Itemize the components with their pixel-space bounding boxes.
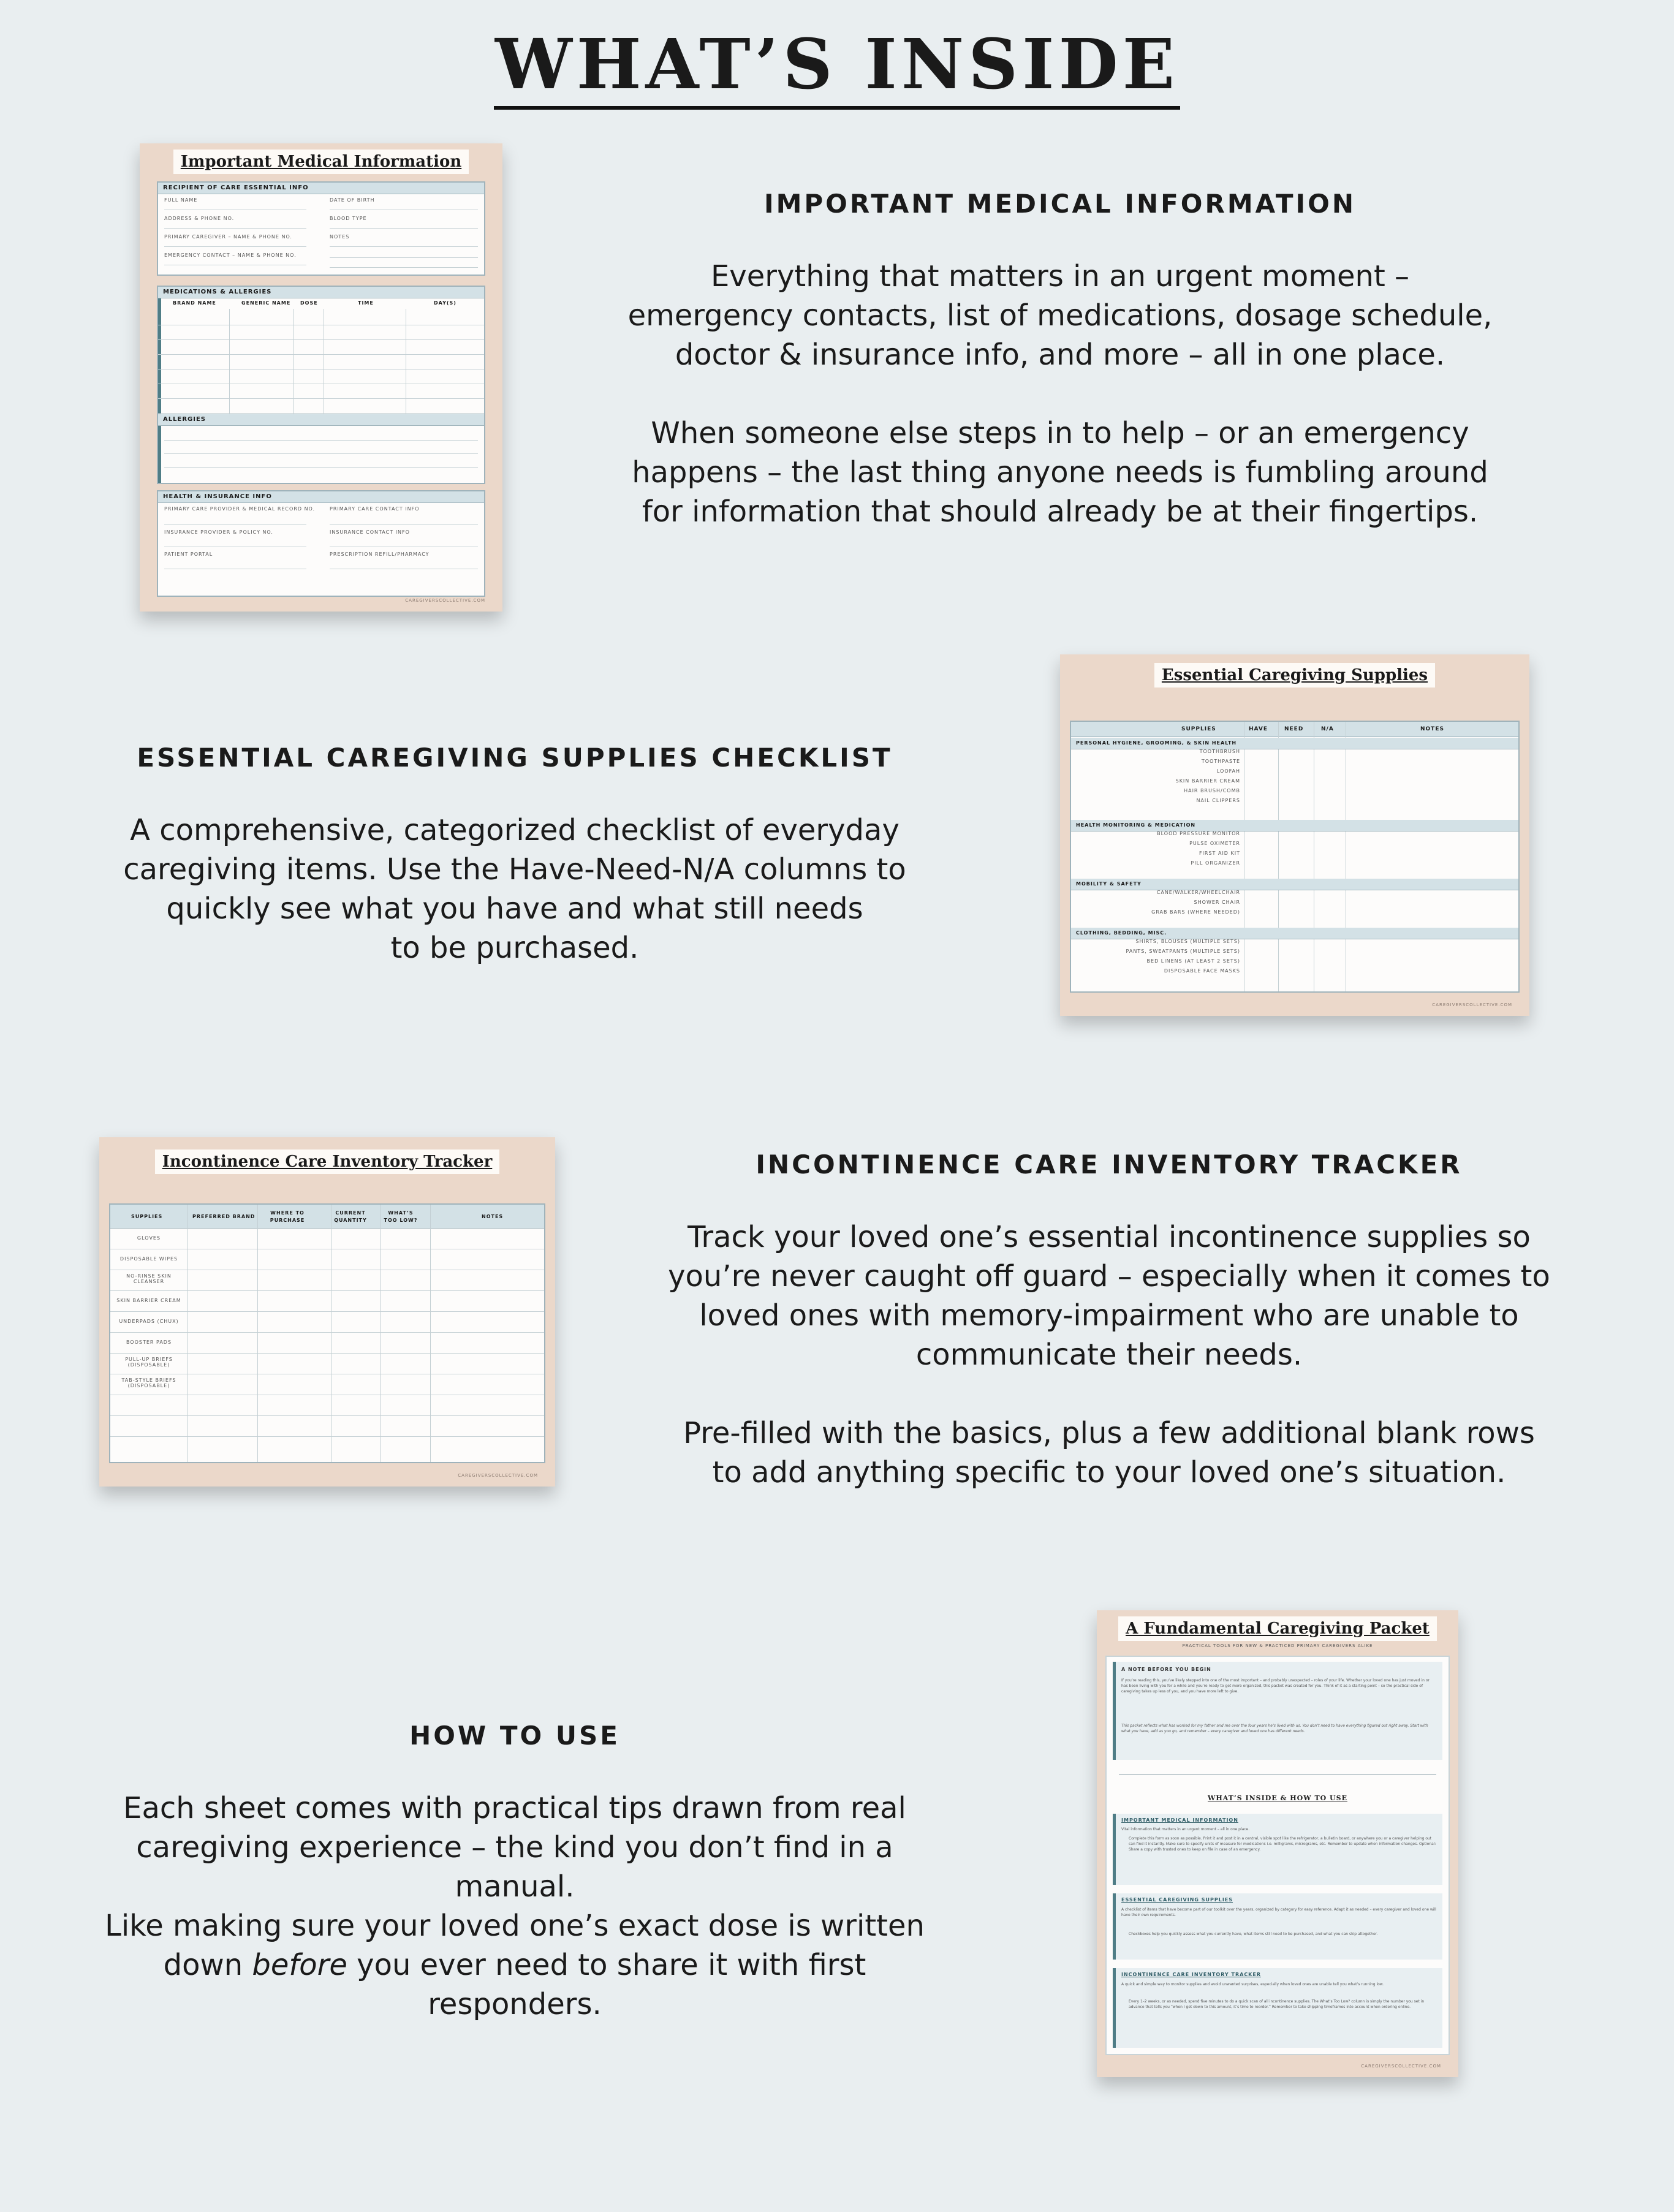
- description-line: Everything that matters in an urgent moment –: [710, 259, 1410, 294]
- supply-item: BOOSTER PADS: [126, 1339, 172, 1345]
- supply-item: PILL ORGANIZER: [1191, 860, 1240, 866]
- supply-item: FIRST AID KIT: [1199, 850, 1240, 856]
- supply-item: TOOTHBRUSH: [1199, 749, 1240, 754]
- insurance-panel: [157, 490, 485, 597]
- supply-item: TOOTHPASTE: [1201, 759, 1240, 764]
- description-line: When someone else steps in to help – or an emergency: [651, 416, 1469, 450]
- section-heading: INCONTINENCE CARE INVENTORY TRACKER: [756, 1150, 1463, 1180]
- field-label: INSURANCE PROVIDER & POLICY NO.: [164, 529, 273, 535]
- description-line: communicate their needs.: [915, 1338, 1303, 1372]
- field-label: BLOOD TYPE: [330, 216, 367, 221]
- supply-item: PULSE OXIMETER: [1189, 841, 1240, 846]
- thumbnail-title: Incontinence Care Inventory Tracker: [155, 1150, 500, 1174]
- supplies-thumbnail: [1060, 654, 1529, 1016]
- description-line: caregiving items. Use the Have-Need-N/A columns to: [123, 852, 906, 887]
- category-header: HEALTH MONITORING & MEDICATION: [1071, 820, 1518, 831]
- description-line: Track your loved one’s essential incontinence supplies so: [687, 1220, 1531, 1254]
- block-body: Vital information that matters in an urgent moment – all in one place.: [1121, 1827, 1250, 1831]
- supply-item: NAIL CLIPPERS: [1196, 798, 1240, 803]
- thumbnail-footer: CAREGIVERSCOLLECTIVE.COM: [458, 1473, 538, 1478]
- column-header: SUPPLIES: [1181, 726, 1216, 732]
- packet-body: [1105, 1656, 1450, 2055]
- supply-item: BED LINENS (AT LEAST 2 SETS): [1146, 958, 1240, 964]
- section-header: HEALTH & INSURANCE INFO: [158, 491, 484, 503]
- field-label: DATE OF BIRTH: [330, 197, 375, 203]
- column-header: DAY(S): [434, 300, 456, 306]
- description-line: emergency contacts, list of medications, dosage schedule,: [627, 298, 1493, 333]
- thumbnail-title: A Fundamental Caregiving Packet: [1118, 1616, 1437, 1641]
- section-header: MEDICATIONS & ALLERGIES: [158, 287, 484, 298]
- field-label: PRIMARY CARE CONTACT INFO: [330, 506, 420, 512]
- field-label: PRIMARY CAREGIVER – NAME & PHONE NO.: [164, 234, 292, 240]
- supply-item: PANTS, SWEATPANTS (MULTIPLE SETS): [1126, 949, 1240, 954]
- field-label: PATIENT PORTAL: [164, 551, 213, 557]
- how-to-use-section: [74, 1721, 956, 2024]
- block-tip: Complete this form as soon as possible. Print it and post it in a central, visible spot like the refrigerator, a bulletin board, or anywhere you or a caregiver helping out can find it instantly. Make sure to specify units of measure for medications i.e. milligrams, micrograms, etc. Remember to update when information changes. Optional: Share a copy with trusted ones to keep on file in case of an emergency.: [1129, 1836, 1436, 1852]
- description-line: to be purchased.: [390, 931, 639, 965]
- column-header: GENERIC NAME: [241, 300, 291, 306]
- field-label: EMERGENCY CONTACT – NAME & PHONE NO.: [164, 252, 297, 258]
- category-header: CLOTHING, BEDDING, MISC.: [1071, 928, 1518, 939]
- supply-item: PULL-UP BRIEFS (DISPOSABLE): [125, 1357, 173, 1368]
- description-line: for information that should already be at their fingertips.: [642, 494, 1479, 529]
- column-header: HAVE: [1249, 726, 1268, 732]
- column-header: PREFERRED BRAND: [192, 1214, 256, 1219]
- supply-item: SKIN BARRIER CREAM: [1175, 778, 1240, 784]
- block-tip: Every 1–2 weeks, or as needed, spend five minutes to do a quick scan of all incontinence supplies. The What’s Too Low? column is simply the number you set in advance that tells you “when I get down to this amount, it’s time to reorder.” Remember to take shipping timeframes into account when ordering online.: [1129, 1999, 1425, 2009]
- column-header: TIME: [358, 300, 374, 306]
- thumbnail-footer: CAREGIVERSCOLLECTIVE.COM: [1432, 1002, 1512, 1007]
- column-header: BRAND NAME: [173, 300, 216, 306]
- inside-heading: WHAT’S INSIDE & HOW TO USE: [1208, 1794, 1347, 1802]
- supply-item: GRAB BARS (WHERE NEEDED): [1151, 909, 1240, 915]
- supply-item: SKIN BARRIER CREAM: [116, 1298, 181, 1303]
- description-line: Each sheet comes with practical tips drawn from real: [123, 1791, 906, 1825]
- description-line: doctor & insurance info, and more – all in one place.: [675, 338, 1445, 372]
- medications-panel: [157, 286, 485, 484]
- column-header: NEED: [1284, 726, 1304, 732]
- section-header: RECIPIENT OF CARE ESSENTIAL INFO: [158, 183, 484, 194]
- thumbnail-footer: CAREGIVERSCOLLECTIVE.COM: [1361, 2064, 1441, 2069]
- note-heading: A NOTE BEFORE YOU BEGIN: [1121, 1667, 1211, 1672]
- column-header: WHERE TO PURCHASE: [270, 1210, 305, 1223]
- supply-item: CANE/WALKER/WHEELCHAIR: [1156, 890, 1240, 895]
- supply-item: HAIR BRUSH/COMB: [1184, 788, 1240, 794]
- supplies-section: [74, 743, 956, 968]
- page-title: WHAT’S INSIDE: [0, 25, 1674, 105]
- field-label: INSURANCE CONTACT INFO: [330, 529, 410, 535]
- supply-item: NO-RINSE SKIN CLEANSER: [126, 1273, 172, 1284]
- column-header: DOSE: [300, 300, 318, 306]
- description-line: down before you ever need to share it with first responders.: [163, 1948, 866, 2021]
- field-label: PRESCRIPTION REFILL/PHARMACY: [330, 551, 430, 557]
- field-label: ADDRESS & PHONE NO.: [164, 216, 235, 221]
- description-line: Like making sure your loved one’s exact dose is written: [105, 1909, 925, 1943]
- incontinence-section: [668, 1150, 1550, 1492]
- description-line: caregiving experience – the kind you don’t find in a manual.: [136, 1830, 893, 1904]
- category-header: PERSONAL HYGIENE, GROOMING, & SKIN HEALTH: [1071, 738, 1518, 749]
- packet-thumbnail: [1097, 1610, 1458, 2077]
- block-body: A checklist of items that have become part of our toolkit over the years, organized by category for easy reference. Adapt it as needed – every caregiver and loved one will have their own requirements.: [1121, 1907, 1436, 1917]
- thumbnail-subtitle: PRACTICAL TOOLS FOR NEW & PRACTICED PRIMARY CAREGIVERS ALIKE: [1182, 1643, 1373, 1648]
- block-heading: ESSENTIAL CAREGIVING SUPPLIES: [1121, 1897, 1233, 1903]
- description-line: Pre-filled with the basics, plus a few additional blank rows: [683, 1416, 1535, 1450]
- column-header: CURRENT QUANTITY: [334, 1210, 367, 1223]
- inventory-table: [109, 1203, 545, 1463]
- block-heading: INCONTINENCE CARE INVENTORY TRACKER: [1121, 1972, 1262, 1977]
- column-header: NOTES: [1420, 726, 1444, 732]
- note-body: This packet reflects what has worked for my father and me over the four years he’s lived with us. You don’t need to have everything figured out right away. Start with what you have, add as you go, and remember – every caregiver and loved one has different needs.: [1121, 1724, 1428, 1733]
- note-body: If you’re reading this, you’ve likely stepped into one of the most important – and probably unexpected – roles of your life. Whether your loved one has just moved in or has been living with you for a while and you’re ready to get more organized, this packet was created for you. Think of it as a starting point – so the practical side of caregiving takes up less of you, and you have more left to give.: [1121, 1678, 1430, 1694]
- medical-section: [619, 189, 1501, 531]
- column-header: NOTES: [482, 1214, 504, 1219]
- field-label: NOTES: [330, 234, 350, 240]
- section-header: ALLERGIES: [158, 414, 484, 426]
- description-line: you’re never caught off guard – especially when it comes to: [668, 1259, 1550, 1293]
- thumbnail-footer: CAREGIVERSCOLLECTIVE.COM: [405, 598, 485, 603]
- field-label: FULL NAME: [164, 197, 198, 203]
- supply-item: UNDERPADS (CHUX): [119, 1319, 179, 1324]
- recipient-info-panel: [157, 181, 485, 276]
- thumbnail-title: Essential Caregiving Supplies: [1154, 663, 1435, 687]
- section-heading: IMPORTANT MEDICAL INFORMATION: [763, 189, 1357, 219]
- section-heading: HOW TO USE: [409, 1721, 620, 1751]
- column-header: SUPPLIES: [131, 1214, 163, 1219]
- supply-item: GLOVES: [137, 1235, 161, 1241]
- description-line: to add anything specific to your loved one’s situation.: [712, 1455, 1506, 1490]
- category-header: MOBILITY & SAFETY: [1071, 879, 1518, 890]
- supply-item: SHOWER CHAIR: [1194, 900, 1240, 905]
- block-tip: Checkboxes help you quickly assess what you currently have, what items still need to be purchased, and what you can skip altogether.: [1129, 1932, 1378, 1936]
- section-heading: ESSENTIAL CAREGIVING SUPPLIES CHECKLIST: [137, 743, 893, 773]
- block-heading: IMPORTANT MEDICAL INFORMATION: [1121, 1817, 1238, 1823]
- block-body: A quick and simple way to monitor supplies and avoid unwanted surprises, especially when loved ones are unable tell you what’s running low.: [1121, 1982, 1384, 1987]
- description-line: happens – the last thing anyone needs is fumbling around: [632, 455, 1488, 490]
- medical-info-thumbnail: [140, 143, 502, 612]
- column-header: N/A: [1321, 726, 1334, 732]
- supply-item: BLOOD PRESSURE MONITOR: [1157, 831, 1240, 836]
- supply-item: TAB-STYLE BRIEFS (DISPOSABLE): [121, 1377, 176, 1388]
- column-header: WHAT’S TOO LOW?: [384, 1210, 418, 1223]
- description-line: quickly see what you have and what still needs: [166, 892, 863, 926]
- supply-item: LOOFAH: [1216, 768, 1240, 774]
- supply-item: DISPOSABLE FACE MASKS: [1164, 968, 1240, 974]
- field-label: PRIMARY CARE PROVIDER & MEDICAL RECORD NO.: [164, 506, 316, 512]
- description-line: A comprehensive, categorized checklist of everyday: [130, 813, 899, 847]
- thumbnail-title: Important Medical Information: [173, 150, 469, 174]
- supply-item: SHIRTS, BLOUSES (MULTIPLE SETS): [1135, 939, 1240, 944]
- supply-item: DISPOSABLE WIPES: [119, 1256, 178, 1262]
- description-line: loved ones with memory-impairment who are unable to: [699, 1298, 1519, 1333]
- supplies-table: [1070, 721, 1520, 993]
- incontinence-thumbnail: [99, 1137, 555, 1487]
